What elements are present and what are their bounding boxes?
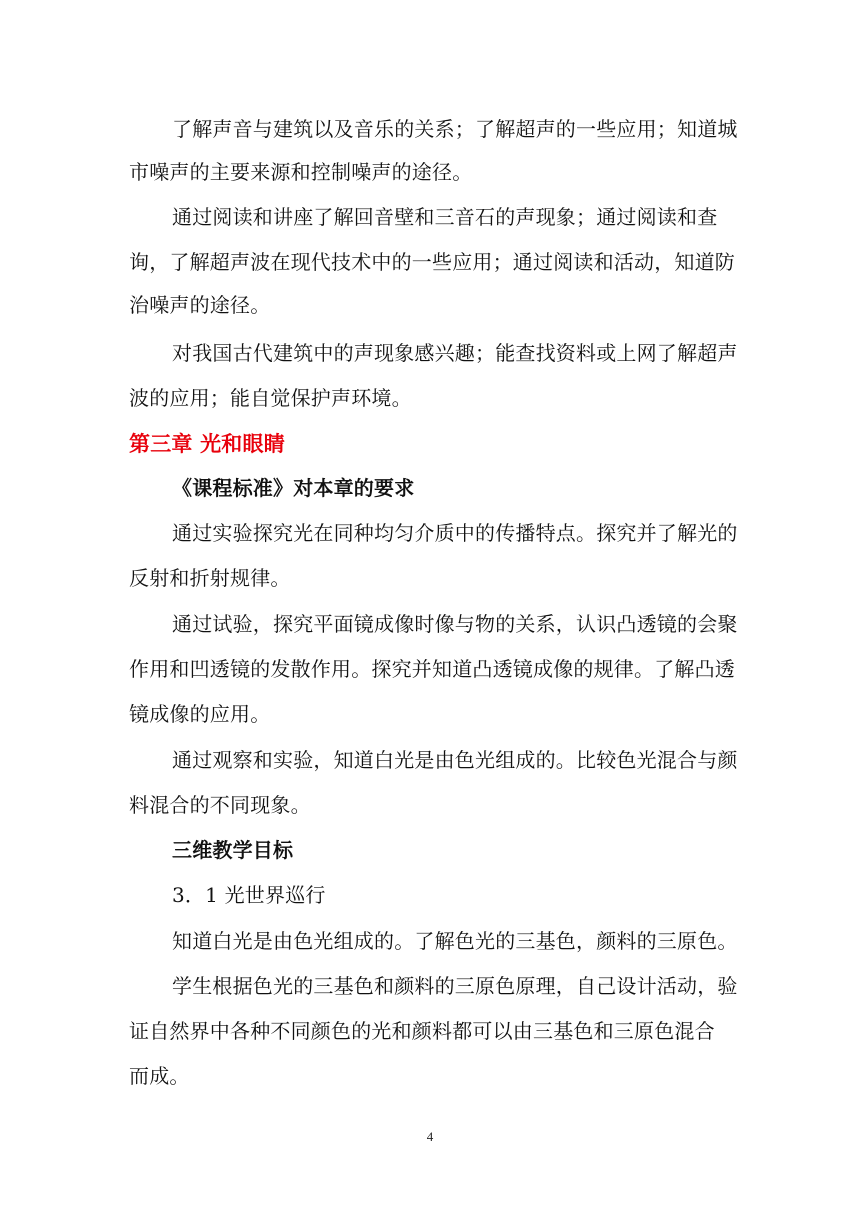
paragraph-line: 对我国古代建筑中的声现象感兴趣；能查找资料或上网了解超声 xyxy=(172,341,738,365)
page-number: 4 xyxy=(426,1129,434,1144)
section-heading: 《课程标准》对本章的要求 xyxy=(172,476,415,500)
paragraph-line: 治噪声的途径。 xyxy=(129,293,271,317)
paragraph-line: 料混合的不同现象。 xyxy=(129,793,311,817)
section-heading: 三维教学目标 xyxy=(172,838,294,862)
paragraph-line: 通过观察和实验，知道白光是由色光组成的。比较色光混合与颜 xyxy=(172,748,738,772)
paragraph-line: 通过实验探究光在同种均匀介质中的传播特点。探究并了解光的 xyxy=(172,521,738,545)
paragraph-line: 作用和凹透镜的发散作用。探究并知道凸透镜成像的规律。了解凸透 xyxy=(129,657,735,681)
chapter-heading: 第三章 光和眼睛 xyxy=(129,431,285,456)
paragraph-line: 了解声音与建筑以及音乐的关系；了解超声的一些应用；知道城 xyxy=(172,117,738,141)
paragraph-line: 波的应用；能自觉保护声环境。 xyxy=(129,386,412,410)
paragraph-line: 镜成像的应用。 xyxy=(129,702,271,726)
paragraph-line: 通过阅读和讲座了解回音壁和三音石的声现象；通过阅读和查 xyxy=(172,205,718,229)
paragraph-line: 学生根据色光的三基色和颜料的三原色原理，自己设计活动，验 xyxy=(172,974,738,998)
paragraph-line: 知道白光是由色光组成的。了解色光的三基色，颜料的三原色。 xyxy=(172,929,738,953)
subsection-heading: 3．1 光世界巡行 xyxy=(172,883,326,907)
paragraph-line: 而成。 xyxy=(129,1064,190,1088)
paragraph-line: 通过试验，探究平面镜成像时像与物的关系，认识凸透镜的会聚 xyxy=(172,612,738,636)
paragraph-line: 反射和折射规律。 xyxy=(129,566,291,590)
paragraph-line: 证自然界中各种不同颜色的光和颜料都可以由三基色和三原色混合 xyxy=(129,1019,715,1043)
paragraph-line: 市噪声的主要来源和控制噪声的途径。 xyxy=(129,160,473,184)
paragraph-line: 询，了解超声波在现代技术中的一些应用；通过阅读和活动，知道防 xyxy=(129,250,735,274)
